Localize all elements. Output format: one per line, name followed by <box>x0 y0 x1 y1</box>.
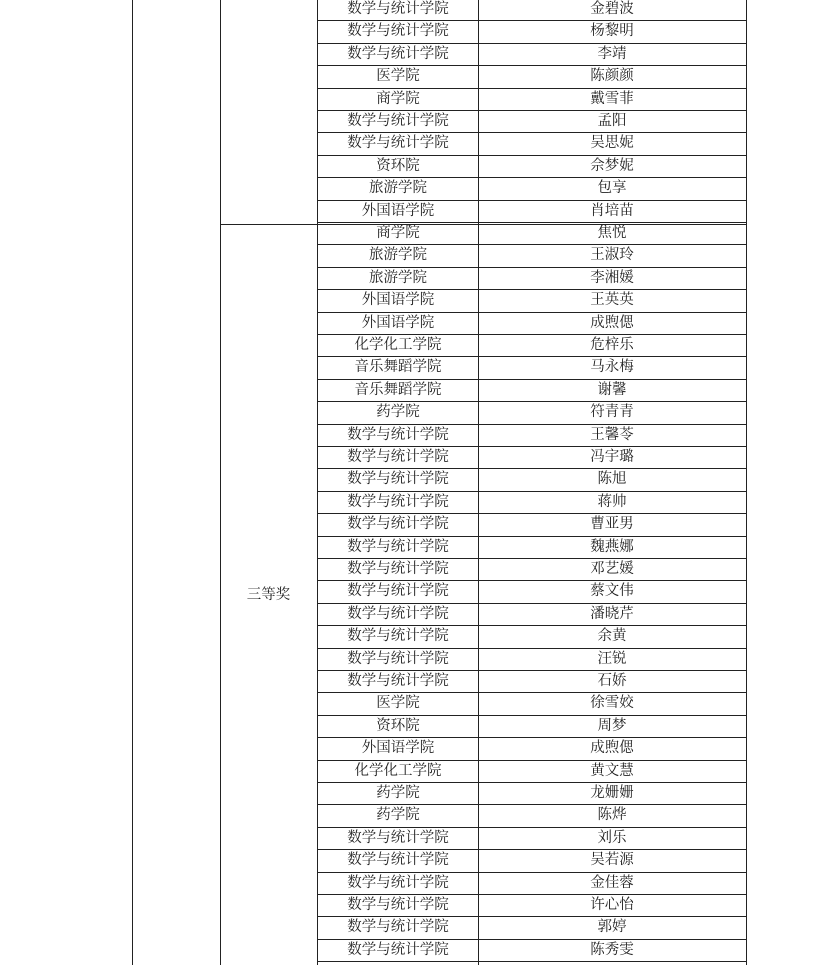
student-name-cell: 蒋帅 <box>597 493 627 510</box>
college-cell: 数学与统计学院 <box>347 1 449 17</box>
college-cell: 外国语学院 <box>361 292 435 309</box>
student-name-cell: 黄文慧 <box>590 762 634 779</box>
student-name-cell: 金佳蓉 <box>590 874 634 891</box>
college-cell: 数学与统计学院 <box>347 516 449 533</box>
student-name-cell: 焦悦 <box>597 225 627 241</box>
student-name-cell: 王淑玲 <box>590 247 634 264</box>
table-divider-category <box>220 0 221 965</box>
student-name-cell: 李靖 <box>597 45 627 62</box>
college-cell: 医学院 <box>376 695 420 712</box>
college-cell: 数学与统计学院 <box>347 493 449 510</box>
college-cell: 数学与统计学院 <box>347 919 449 936</box>
student-name-cell: 魏燕娜 <box>590 538 634 555</box>
college-cell: 数学与统计学院 <box>347 941 449 958</box>
college-cell: 外国语学院 <box>361 202 435 219</box>
college-cell: 药学院 <box>376 404 420 421</box>
student-name-cell: 许心怡 <box>590 897 634 913</box>
student-name-cell: 余黄 <box>597 628 627 645</box>
college-cell: 音乐舞蹈学院 <box>354 359 442 376</box>
student-name-cell: 危梓乐 <box>590 337 634 353</box>
college-cell: 资环院 <box>376 157 420 174</box>
student-name-cell: 吴思妮 <box>590 135 634 152</box>
student-name-cell: 石娇 <box>597 673 627 689</box>
student-name-cell: 王英英 <box>590 292 634 309</box>
college-cell: 数学与统计学院 <box>347 471 449 488</box>
student-name-cell: 刘乐 <box>597 829 627 846</box>
college-cell: 数学与统计学院 <box>347 449 449 465</box>
student-name-cell: 金碧波 <box>590 1 634 17</box>
student-name-cell: 孟阳 <box>597 113 627 129</box>
college-cell: 旅游学院 <box>369 247 427 264</box>
student-name-cell: 李湘媛 <box>590 269 634 286</box>
college-cell: 数学与统计学院 <box>347 135 449 152</box>
college-cell: 资环院 <box>376 717 420 734</box>
college-cell: 数学与统计学院 <box>347 628 449 645</box>
student-name-cell: 龙姗姗 <box>590 785 634 801</box>
college-cell: 数学与统计学院 <box>347 897 449 913</box>
student-name-cell: 王馨苓 <box>590 426 634 443</box>
college-cell: 数学与统计学院 <box>347 852 449 869</box>
student-name-cell: 潘晓芹 <box>590 605 634 622</box>
student-name-cell: 成煦偲 <box>590 314 634 331</box>
student-name-cell: 周梦 <box>597 717 627 734</box>
college-cell: 数学与统计学院 <box>347 561 449 577</box>
college-cell: 旅游学院 <box>369 180 427 197</box>
college-cell: 数学与统计学院 <box>347 538 449 555</box>
college-cell: 数学与统计学院 <box>347 23 449 40</box>
college-cell: 商学院 <box>376 90 420 107</box>
student-name-cell: 陈颜颜 <box>590 68 634 85</box>
student-name-cell: 汪锐 <box>597 650 627 667</box>
student-name-cell: 成煦偲 <box>590 740 634 757</box>
college-cell: 药学院 <box>376 785 420 801</box>
college-cell: 数学与统计学院 <box>347 583 449 600</box>
college-cell: 商学院 <box>376 225 420 241</box>
student-name-cell: 陈秀雯 <box>590 941 634 958</box>
student-name-cell: 蔡文伟 <box>590 583 634 600</box>
student-name-cell: 杨黎明 <box>590 23 634 40</box>
student-name-cell: 陈烨 <box>597 807 627 824</box>
student-name-cell: 包享 <box>597 180 627 197</box>
college-cell: 数学与统计学院 <box>347 650 449 667</box>
college-cell: 化学化工学院 <box>354 337 442 353</box>
student-name-cell: 符青青 <box>590 404 634 421</box>
student-name-cell: 郭婷 <box>597 919 627 936</box>
student-name-cell: 戴雪菲 <box>590 90 634 107</box>
student-name-cell: 吴若源 <box>590 852 634 869</box>
college-cell: 医学院 <box>376 68 420 85</box>
row-divider <box>317 961 747 962</box>
college-cell: 化学化工学院 <box>354 762 442 779</box>
college-cell: 数学与统计学院 <box>347 45 449 62</box>
college-cell: 音乐舞蹈学院 <box>354 381 442 398</box>
table-border-right <box>746 0 747 965</box>
student-name-cell: 邓艺媛 <box>590 561 634 577</box>
college-cell: 数学与统计学院 <box>347 829 449 846</box>
student-name-cell: 佘梦妮 <box>590 157 634 174</box>
student-name-cell: 马永梅 <box>590 359 634 376</box>
student-name-cell: 陈旭 <box>597 471 627 488</box>
student-name-cell: 谢馨 <box>597 381 627 398</box>
student-name-cell: 曹亚男 <box>590 516 634 533</box>
college-cell: 数学与统计学院 <box>347 113 449 129</box>
college-cell: 药学院 <box>376 807 420 824</box>
college-cell: 外国语学院 <box>361 740 435 757</box>
student-name-cell: 徐雪姣 <box>590 695 634 712</box>
college-cell: 数学与统计学院 <box>347 605 449 622</box>
college-cell: 旅游学院 <box>369 269 427 286</box>
college-cell: 数学与统计学院 <box>347 426 449 443</box>
college-cell: 外国语学院 <box>361 314 435 331</box>
third-prize-label: 三等奖 <box>246 587 291 603</box>
college-cell: 数学与统计学院 <box>347 673 449 689</box>
student-name-cell: 冯宇璐 <box>590 449 634 465</box>
college-cell: 数学与统计学院 <box>347 874 449 891</box>
table-border-left <box>132 0 133 965</box>
student-name-cell: 肖培苗 <box>590 202 634 219</box>
